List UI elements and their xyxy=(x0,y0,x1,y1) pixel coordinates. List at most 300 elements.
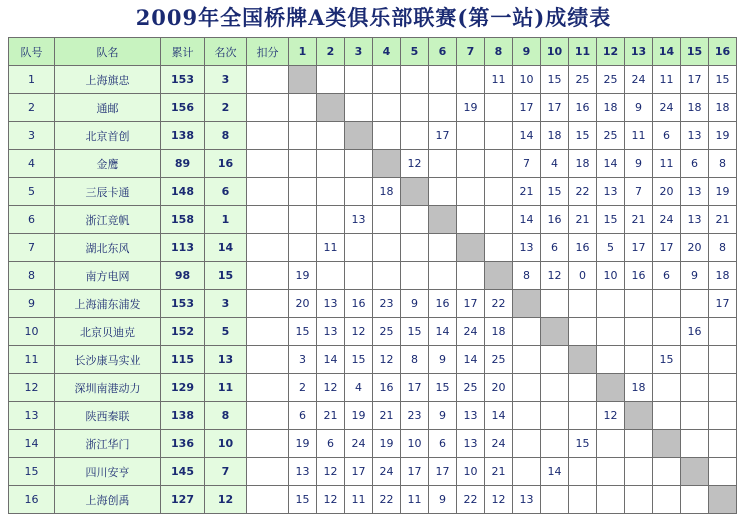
team-number-cell: 4 xyxy=(9,150,55,178)
score-cell: 11 xyxy=(317,234,345,262)
total-cell: 158 xyxy=(161,206,205,234)
rank-cell: 3 xyxy=(205,290,247,318)
score-cell xyxy=(485,94,513,122)
score-cell xyxy=(625,458,653,486)
round-header-cell: 6 xyxy=(429,38,457,66)
deduct-cell xyxy=(247,374,289,402)
score-cell: 22 xyxy=(569,178,597,206)
score-cell xyxy=(401,66,429,94)
score-cell xyxy=(317,178,345,206)
round-header-cell: 7 xyxy=(457,38,485,66)
score-cell xyxy=(429,94,457,122)
team-name-cell: 金鹰 xyxy=(55,150,161,178)
round-header-cell: 13 xyxy=(625,38,653,66)
round-header-cell: 16 xyxy=(709,38,737,66)
score-cell xyxy=(597,458,625,486)
team-number-cell: 11 xyxy=(9,346,55,374)
score-cell: 14 xyxy=(513,206,541,234)
score-cell xyxy=(289,234,317,262)
diagonal-cell xyxy=(625,402,653,430)
score-cell: 21 xyxy=(513,178,541,206)
rank-cell: 13 xyxy=(205,346,247,374)
score-cell: 16 xyxy=(681,318,709,346)
diagonal-cell xyxy=(317,94,345,122)
table-row xyxy=(9,346,737,374)
score-cell: 13 xyxy=(317,318,345,346)
score-cell xyxy=(373,206,401,234)
score-cell: 11 xyxy=(485,66,513,94)
score-cell: 15 xyxy=(429,374,457,402)
score-cell xyxy=(541,346,569,374)
team-number-cell: 1 xyxy=(9,66,55,94)
table-row xyxy=(9,318,737,346)
score-cell: 11 xyxy=(625,122,653,150)
table-title: 2009年全国桥牌A类俱乐部联赛(第一站)成绩表 xyxy=(135,5,612,30)
score-cell xyxy=(653,374,681,402)
deduct-cell xyxy=(247,94,289,122)
score-cell: 6 xyxy=(317,430,345,458)
score-cell: 8 xyxy=(709,150,737,178)
score-cell xyxy=(625,290,653,318)
total-cell: 129 xyxy=(161,374,205,402)
score-cell xyxy=(569,402,597,430)
deduct-cell xyxy=(247,206,289,234)
team-number-cell: 16 xyxy=(9,486,55,514)
score-cell xyxy=(373,94,401,122)
score-cell xyxy=(401,206,429,234)
round-header-cell: 15 xyxy=(681,38,709,66)
score-cell: 6 xyxy=(429,430,457,458)
score-cell: 9 xyxy=(429,402,457,430)
score-cell xyxy=(569,318,597,346)
score-cell xyxy=(709,346,737,374)
score-cell: 7 xyxy=(513,150,541,178)
score-cell: 18 xyxy=(709,262,737,290)
table-row xyxy=(9,122,737,150)
score-cell xyxy=(597,430,625,458)
round-header-cell: 11 xyxy=(569,38,597,66)
header-cell: 名次 xyxy=(205,38,247,66)
score-cell: 13 xyxy=(681,178,709,206)
score-cell: 14 xyxy=(429,318,457,346)
score-cell: 17 xyxy=(401,458,429,486)
score-cell xyxy=(485,178,513,206)
score-cell xyxy=(569,290,597,318)
score-cell: 15 xyxy=(569,430,597,458)
diagonal-cell xyxy=(569,346,597,374)
score-cell xyxy=(317,262,345,290)
deduct-cell xyxy=(247,458,289,486)
score-cell: 8 xyxy=(709,234,737,262)
score-cell: 18 xyxy=(709,94,737,122)
team-name-cell: 通邮 xyxy=(55,94,161,122)
total-cell: 136 xyxy=(161,430,205,458)
table-row xyxy=(9,290,737,318)
score-cell: 10 xyxy=(597,262,625,290)
score-cell xyxy=(681,346,709,374)
team-name-cell: 上海创禹 xyxy=(55,486,161,514)
diagonal-cell xyxy=(373,150,401,178)
score-cell: 15 xyxy=(401,318,429,346)
score-cell xyxy=(541,486,569,514)
score-cell: 11 xyxy=(345,486,373,514)
score-cell: 17 xyxy=(429,458,457,486)
score-cell xyxy=(653,458,681,486)
score-cell xyxy=(541,402,569,430)
round-header-cell: 5 xyxy=(401,38,429,66)
score-cell: 7 xyxy=(625,178,653,206)
team-name-cell: 长沙康马实业 xyxy=(55,346,161,374)
score-cell: 16 xyxy=(569,94,597,122)
score-cell xyxy=(625,430,653,458)
team-number-cell: 5 xyxy=(9,178,55,206)
header-cell: 累计 xyxy=(161,38,205,66)
score-cell xyxy=(317,206,345,234)
score-cell: 5 xyxy=(597,234,625,262)
score-cell: 15 xyxy=(653,346,681,374)
rank-cell: 11 xyxy=(205,374,247,402)
score-cell xyxy=(317,66,345,94)
deduct-cell xyxy=(247,486,289,514)
team-name-cell: 浙江华门 xyxy=(55,430,161,458)
score-cell xyxy=(681,430,709,458)
total-cell: 153 xyxy=(161,290,205,318)
team-number-cell: 2 xyxy=(9,94,55,122)
score-cell xyxy=(401,122,429,150)
rank-cell: 8 xyxy=(205,122,247,150)
score-cell: 19 xyxy=(289,262,317,290)
score-cell xyxy=(345,262,373,290)
score-cell xyxy=(569,458,597,486)
score-cell: 9 xyxy=(625,94,653,122)
deduct-cell xyxy=(247,122,289,150)
score-cell xyxy=(485,150,513,178)
diagonal-cell xyxy=(709,486,737,514)
score-cell xyxy=(709,458,737,486)
score-cell xyxy=(429,66,457,94)
score-cell: 16 xyxy=(429,290,457,318)
score-cell: 19 xyxy=(345,402,373,430)
score-cell: 20 xyxy=(653,178,681,206)
header-cell: 扣分 xyxy=(247,38,289,66)
score-cell xyxy=(513,430,541,458)
score-cell: 0 xyxy=(569,262,597,290)
score-cell: 13 xyxy=(317,290,345,318)
score-cell: 21 xyxy=(485,458,513,486)
score-cell xyxy=(653,402,681,430)
score-cell: 17 xyxy=(513,94,541,122)
score-cell: 6 xyxy=(289,402,317,430)
table-row xyxy=(9,262,737,290)
score-cell xyxy=(625,486,653,514)
score-cell xyxy=(345,178,373,206)
table-row xyxy=(9,94,737,122)
score-cell: 20 xyxy=(485,374,513,402)
team-name-cell: 浙江竞帆 xyxy=(55,206,161,234)
score-cell: 24 xyxy=(457,318,485,346)
score-cell xyxy=(541,374,569,402)
score-cell: 13 xyxy=(457,430,485,458)
score-cell xyxy=(513,458,541,486)
score-cell: 12 xyxy=(345,318,373,346)
table-row xyxy=(9,66,737,94)
score-cell xyxy=(289,94,317,122)
team-name-cell: 陕西秦联 xyxy=(55,402,161,430)
rank-cell: 7 xyxy=(205,458,247,486)
score-cell xyxy=(681,402,709,430)
score-cell: 16 xyxy=(625,262,653,290)
score-cell xyxy=(429,262,457,290)
table-row xyxy=(9,430,737,458)
score-cell: 12 xyxy=(317,374,345,402)
score-cell: 12 xyxy=(373,346,401,374)
header-row xyxy=(9,38,737,66)
score-cell: 13 xyxy=(345,206,373,234)
score-cell xyxy=(625,318,653,346)
score-cell: 13 xyxy=(681,206,709,234)
deduct-cell xyxy=(247,430,289,458)
score-cell: 15 xyxy=(597,206,625,234)
score-cell xyxy=(289,206,317,234)
total-cell: 113 xyxy=(161,234,205,262)
score-cell xyxy=(373,234,401,262)
score-cell: 15 xyxy=(541,178,569,206)
team-number-cell: 14 xyxy=(9,430,55,458)
score-cell: 9 xyxy=(625,150,653,178)
score-cell: 25 xyxy=(485,346,513,374)
score-cell xyxy=(317,122,345,150)
total-cell: 152 xyxy=(161,318,205,346)
score-cell: 13 xyxy=(597,178,625,206)
score-cell: 21 xyxy=(625,206,653,234)
team-number-cell: 10 xyxy=(9,318,55,346)
score-cell xyxy=(569,374,597,402)
score-cell: 17 xyxy=(345,458,373,486)
deduct-cell xyxy=(247,178,289,206)
team-name-cell: 湖北东风 xyxy=(55,234,161,262)
table-row xyxy=(9,150,737,178)
score-cell: 12 xyxy=(485,486,513,514)
round-header-cell: 4 xyxy=(373,38,401,66)
round-header-cell: 12 xyxy=(597,38,625,66)
diagonal-cell xyxy=(401,178,429,206)
deduct-cell xyxy=(247,150,289,178)
score-cell xyxy=(457,66,485,94)
deduct-cell xyxy=(247,66,289,94)
score-cell xyxy=(681,290,709,318)
score-cell: 9 xyxy=(681,262,709,290)
score-cell: 12 xyxy=(401,150,429,178)
team-name-cell: 上海浦东浦发 xyxy=(55,290,161,318)
score-cell: 6 xyxy=(653,262,681,290)
score-cell xyxy=(373,262,401,290)
score-cell: 15 xyxy=(569,122,597,150)
team-number-cell: 15 xyxy=(9,458,55,486)
rank-cell: 8 xyxy=(205,402,247,430)
round-header-cell: 14 xyxy=(653,38,681,66)
diagonal-cell xyxy=(429,206,457,234)
diagonal-cell xyxy=(541,318,569,346)
score-cell: 6 xyxy=(541,234,569,262)
team-name-cell: 北京贝迪克 xyxy=(55,318,161,346)
rank-cell: 5 xyxy=(205,318,247,346)
score-cell: 23 xyxy=(401,402,429,430)
score-cell: 18 xyxy=(485,318,513,346)
diagonal-cell xyxy=(597,374,625,402)
score-cell xyxy=(429,150,457,178)
rank-cell: 15 xyxy=(205,262,247,290)
score-cell xyxy=(345,150,373,178)
team-name-cell: 深圳南港动力 xyxy=(55,374,161,402)
score-cell: 6 xyxy=(653,122,681,150)
score-cell: 19 xyxy=(373,430,401,458)
team-number-cell: 7 xyxy=(9,234,55,262)
score-cell: 15 xyxy=(345,346,373,374)
round-header-cell: 8 xyxy=(485,38,513,66)
team-number-cell: 3 xyxy=(9,122,55,150)
score-cell: 16 xyxy=(541,206,569,234)
score-cell xyxy=(345,66,373,94)
score-cell: 10 xyxy=(401,430,429,458)
score-cell: 13 xyxy=(681,122,709,150)
score-cell: 10 xyxy=(457,458,485,486)
table-row xyxy=(9,374,737,402)
score-cell: 6 xyxy=(681,150,709,178)
total-cell: 138 xyxy=(161,402,205,430)
round-header-cell: 10 xyxy=(541,38,569,66)
score-cell: 24 xyxy=(485,430,513,458)
score-cell xyxy=(597,318,625,346)
table-row xyxy=(9,486,737,514)
score-cell: 11 xyxy=(653,66,681,94)
rank-cell: 12 xyxy=(205,486,247,514)
team-name-cell: 上海旗忠 xyxy=(55,66,161,94)
score-cell: 20 xyxy=(289,290,317,318)
score-cell: 14 xyxy=(597,150,625,178)
score-cell xyxy=(373,122,401,150)
score-cell xyxy=(485,206,513,234)
score-cell: 17 xyxy=(681,66,709,94)
score-cell: 17 xyxy=(625,234,653,262)
score-cell xyxy=(457,206,485,234)
score-cell: 24 xyxy=(625,66,653,94)
total-cell: 156 xyxy=(161,94,205,122)
score-cell: 13 xyxy=(513,234,541,262)
score-cell: 22 xyxy=(485,290,513,318)
deduct-cell xyxy=(247,402,289,430)
score-cell xyxy=(401,262,429,290)
score-cell xyxy=(653,486,681,514)
total-cell: 153 xyxy=(161,66,205,94)
score-cell xyxy=(289,122,317,150)
score-cell xyxy=(625,346,653,374)
score-cell: 2 xyxy=(289,374,317,402)
score-cell xyxy=(289,150,317,178)
score-cell xyxy=(653,290,681,318)
score-cell: 15 xyxy=(541,66,569,94)
total-cell: 148 xyxy=(161,178,205,206)
score-cell xyxy=(709,374,737,402)
team-name-cell: 南方电网 xyxy=(55,262,161,290)
score-cell: 25 xyxy=(597,66,625,94)
score-cell xyxy=(513,346,541,374)
score-cell: 21 xyxy=(569,206,597,234)
score-cell: 25 xyxy=(569,66,597,94)
score-cell: 17 xyxy=(457,290,485,318)
score-cell xyxy=(289,178,317,206)
score-cell xyxy=(373,66,401,94)
score-cell: 14 xyxy=(317,346,345,374)
deduct-cell xyxy=(247,262,289,290)
score-cell: 12 xyxy=(317,458,345,486)
score-cell xyxy=(345,234,373,262)
deduct-cell xyxy=(247,234,289,262)
score-cell: 19 xyxy=(289,430,317,458)
round-header-cell: 3 xyxy=(345,38,373,66)
score-cell: 21 xyxy=(373,402,401,430)
score-cell: 14 xyxy=(513,122,541,150)
score-cell xyxy=(597,346,625,374)
score-cell: 25 xyxy=(457,374,485,402)
score-cell: 17 xyxy=(401,374,429,402)
total-cell: 115 xyxy=(161,346,205,374)
score-cell: 4 xyxy=(345,374,373,402)
score-cell: 14 xyxy=(485,402,513,430)
score-cell: 24 xyxy=(653,94,681,122)
score-cell: 9 xyxy=(429,346,457,374)
score-cell: 21 xyxy=(709,206,737,234)
score-cell: 19 xyxy=(709,178,737,206)
score-cell: 15 xyxy=(289,486,317,514)
score-cell xyxy=(513,318,541,346)
team-name-cell: 三辰卡通 xyxy=(55,178,161,206)
rank-cell: 10 xyxy=(205,430,247,458)
score-cell: 10 xyxy=(513,66,541,94)
rank-cell: 2 xyxy=(205,94,247,122)
diagonal-cell xyxy=(513,290,541,318)
score-cell: 20 xyxy=(681,234,709,262)
score-cell xyxy=(569,486,597,514)
score-cell: 4 xyxy=(541,150,569,178)
score-cell xyxy=(709,402,737,430)
score-cell: 12 xyxy=(541,262,569,290)
team-number-cell: 6 xyxy=(9,206,55,234)
score-cell: 17 xyxy=(541,94,569,122)
score-cell xyxy=(429,178,457,206)
table-row xyxy=(9,402,737,430)
score-cell xyxy=(681,374,709,402)
header-cell: 队号 xyxy=(9,38,55,66)
total-cell: 145 xyxy=(161,458,205,486)
score-cell: 25 xyxy=(597,122,625,150)
score-cell: 18 xyxy=(597,94,625,122)
diagonal-cell xyxy=(289,66,317,94)
rank-cell: 3 xyxy=(205,66,247,94)
score-cell: 13 xyxy=(289,458,317,486)
table-row xyxy=(9,458,737,486)
score-cell xyxy=(457,178,485,206)
score-cell xyxy=(401,94,429,122)
score-cell xyxy=(541,290,569,318)
score-cell: 8 xyxy=(513,262,541,290)
deduct-cell xyxy=(247,318,289,346)
diagonal-cell xyxy=(457,234,485,262)
score-cell xyxy=(485,234,513,262)
score-cell: 16 xyxy=(373,374,401,402)
score-cell xyxy=(681,486,709,514)
round-header-cell: 1 xyxy=(289,38,317,66)
score-cell: 24 xyxy=(373,458,401,486)
